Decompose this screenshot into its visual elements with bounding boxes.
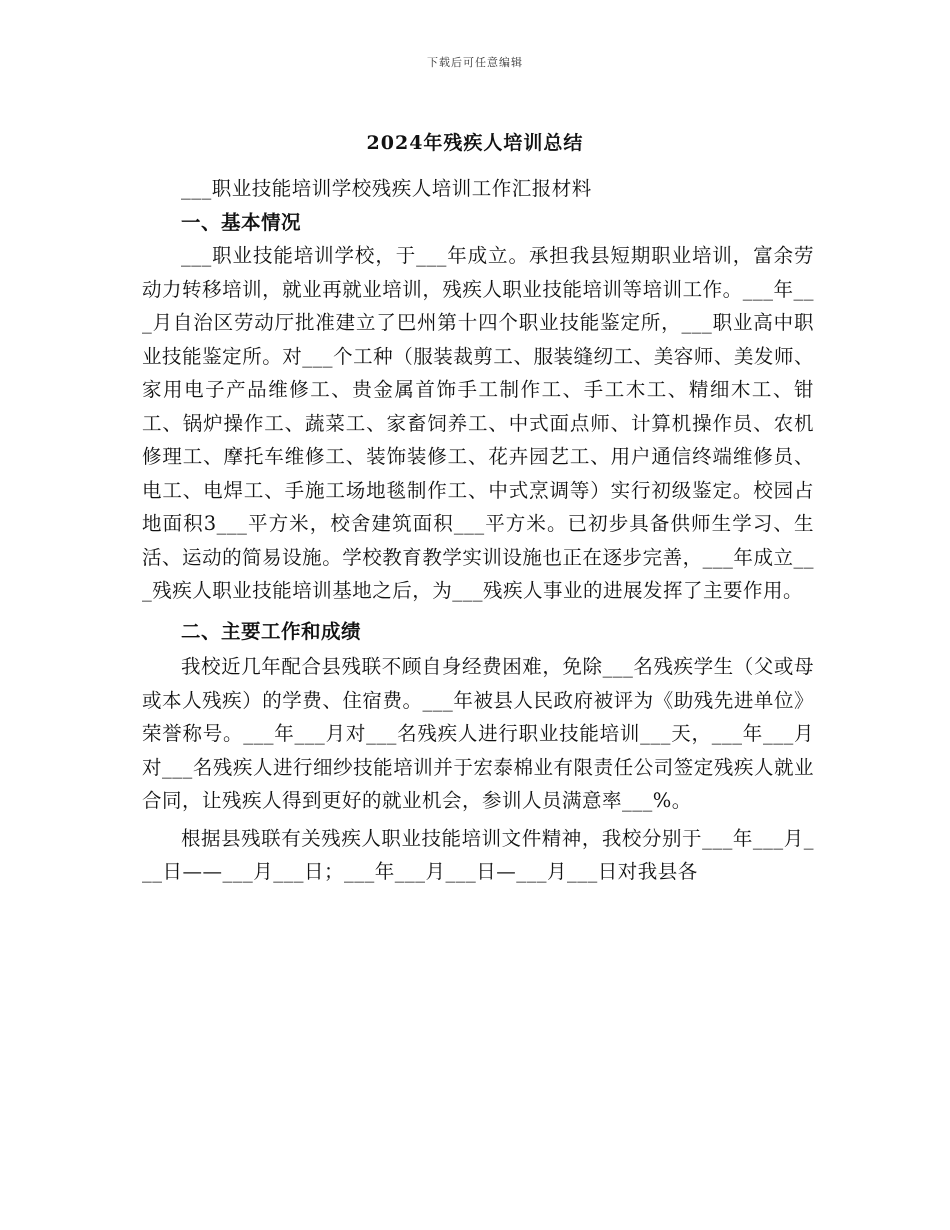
document-title: 2024年残疾人培训总结 <box>366 132 584 154</box>
header-note: 下载后可任意编辑 <box>427 56 523 69</box>
main-work-paragraph: 我校近几年配合县残联不顾自身经费困难，免除___名残疾学生（父或母或本人残疾）的学费、住宿费。___年被县人民政府被评为《助残先进单位》荣誉称号。___年___月对___名残疾人进行职业技能培训___天，___年___月对___名残疾人进行细纱技能培训并于宏泰棉业有限责任公司签定残疾人就业合同，让残疾人得到更好的就业机会，参训人员满意率___%。 <box>142 655 814 812</box>
section-heading-main-work: 二、主要工作和成绩 <box>181 619 362 643</box>
document-body <box>142 172 814 889</box>
basic-info-paragraph: ___职业技能培训学校，于___年成立。承担我县短期职业培训，富余劳动力转移培训，就业再就业培训，残疾人职业技能培训等培训工作。___年___月自治区劳动厅批准建立了巴州第十四个职业技能鉴定所，___职业高中职业技能鉴定所。对___个工种（服装裁剪工、服装缝纫工、美容师、美发师、家用电子产品维修工、贵金属首饰手工制作工、手工木工、精细木工、钳工、锅炉操作工、蔬菜工、家畜饲养工、中式面点师、计算机操作员、农机修理工、摩托车维修工、装饰装修工、花卉园艺工、用户通信终端维修员、电工、电焊工、手施工场地毯制作工、中式烹调等）实行初级鉴定。校园占地面积3___平方米，校舍建筑面积___平方米。已初步具备供师生学习、生活、运动的简易设施。学校教育教学实训设施也正在逐步完善，___年成立___残疾人职业技能培训基地之后，为___残疾人事业的进展发挥了主要作用。 <box>142 244 814 602</box>
section-heading-basic-info: 一、基本情况 <box>181 210 302 234</box>
subtitle-paragraph: ___职业技能培训学校残疾人培训工作汇报材料 <box>181 177 592 200</box>
training-schedule-paragraph: 根据县残联有关残疾人职业技能培训文件精神，我校分别于___年___月___日——___月___日；___年___月___日—___月___日对我县各 <box>142 826 814 883</box>
